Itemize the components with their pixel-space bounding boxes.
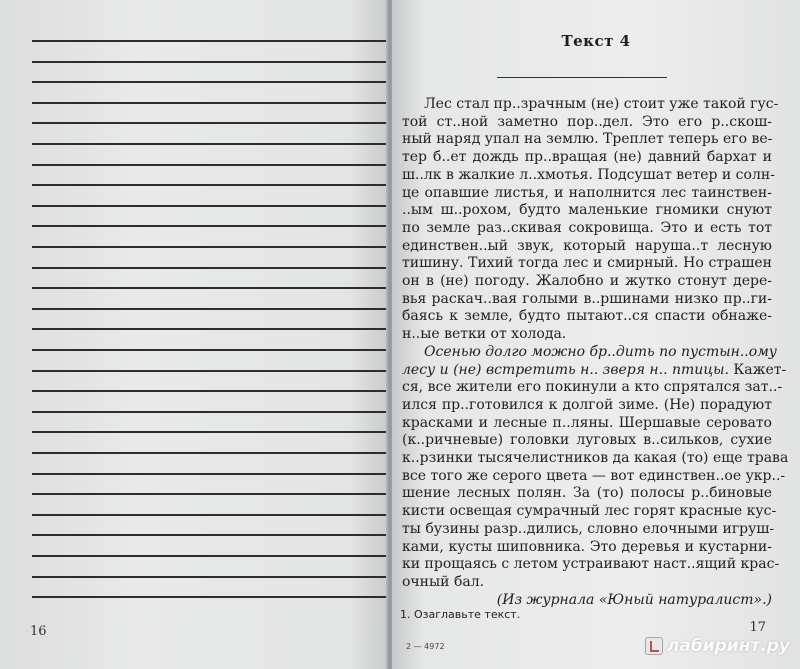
- ruled-line: [32, 164, 387, 166]
- ruled-line: [32, 452, 387, 454]
- text-line: по земле раз..скивая сокровища. Это и есть тот: [402, 219, 772, 236]
- left-page: [0, 0, 388, 669]
- text-line: ки прощаясь с летом устраивают наст..ящий крас-: [402, 556, 780, 573]
- page-title: Текст 4: [561, 32, 631, 50]
- ruled-line: [32, 308, 387, 310]
- text-line: н..ые ветки от холода.: [402, 326, 567, 343]
- text-line: ..ым ш..рохом, будто маленькие гномики снуют: [402, 202, 772, 219]
- text-line: це опавшие листья, и наполнится лес таинствен-: [402, 184, 772, 201]
- ruled-line: [32, 225, 387, 227]
- ruled-line: [32, 534, 387, 536]
- ruled-line: [32, 493, 387, 495]
- ruled-line: [32, 370, 387, 372]
- text-line: той ст..ной заметно пор..дел. Это его р..скош-: [402, 113, 772, 130]
- ruled-line: [32, 143, 387, 145]
- text-line: Лес стал пр..зрачным (не) стоит уже такой гус-: [424, 96, 779, 112]
- ruled-line: [32, 349, 387, 351]
- ruled-line: [32, 205, 387, 207]
- ruled-line: [32, 287, 387, 289]
- text-line: единствен..ый звук, который наруша..т лесную: [402, 237, 772, 254]
- text-line: (Из журнала «Юный натуралист».): [496, 591, 772, 608]
- text-line: баясь к земле, будто пытают..ся спасти обнаже-: [402, 308, 772, 325]
- ruled-line: [32, 390, 387, 392]
- ruled-line: [32, 411, 387, 413]
- text-line: ся, все жители его покинули а кто спрятался зат..-: [402, 379, 783, 396]
- ruled-line: [32, 40, 387, 42]
- ruled-line: [32, 122, 387, 124]
- labirint-logo-icon: [645, 637, 663, 655]
- text-line: он в (не) погоду. Жалобно и жутко стонут дере-: [402, 273, 772, 289]
- ruled-line: [32, 246, 387, 248]
- ruled-line: [32, 267, 387, 269]
- ruled-line: [32, 473, 387, 475]
- text-line: тер б..ет дождь пр..вращая (не) давний бархат и: [402, 149, 772, 166]
- ruled-line: [32, 184, 387, 186]
- text-line: красками и лесные п..ляны. Шершавые серовато: [402, 414, 772, 431]
- page-number-right: 17: [749, 620, 766, 635]
- text-line: ился пр..готовился к долгой зиме. (Не) порадуют: [402, 396, 772, 413]
- title-blank-line: [497, 77, 667, 78]
- ruled-line: [32, 81, 387, 83]
- text-line: ный наряд упал на землю. Треплет теперь его ве-: [402, 131, 773, 148]
- text-line: Осенью долго можно бр..дить по пустын..ому: [424, 343, 777, 360]
- ruled-line: [32, 596, 387, 598]
- text-line: вья раскач..вая голыми в..ршинами низко пр..ги-: [402, 290, 772, 307]
- watermark: [645, 636, 790, 656]
- text-line: (к..ричневые) головки луговых в..сильков, сухие: [402, 432, 772, 449]
- text-line: лесу и (не) встретить н.. зверя н.. птицы. Кажет-: [402, 361, 787, 378]
- page-number-left: 16: [30, 624, 47, 639]
- ruled-line: [32, 576, 387, 578]
- ruled-line: [32, 555, 387, 557]
- right-page: [392, 0, 800, 669]
- text-line: шение лесных полян. За (то) полосы р..биновые: [402, 485, 772, 502]
- text-line: тишину. Тихий тогда лес и смирный. Но страшен: [402, 255, 772, 272]
- task-instruction: 1. Озаглавьте текст.: [400, 608, 521, 621]
- text-line: кисти освещая сумрачный лес горят красные кус-: [402, 503, 777, 520]
- ruled-line: [32, 431, 387, 433]
- text-line: ш..лк в жалкие л..хмотья. Подсушат ветер и солн-: [402, 166, 775, 183]
- print-code: 2 — 4972: [406, 642, 445, 651]
- text-line: очный бал.: [402, 573, 485, 590]
- text-line: все того же серого цвета — вот единствен..ое укр..-: [402, 467, 786, 484]
- ruled-line: [32, 514, 387, 516]
- ruled-line: [32, 61, 387, 63]
- text-line: ками, кусты шиповника. Это деревья и кустарни-: [402, 538, 772, 555]
- ruled-line: [32, 328, 387, 330]
- text-line: к..рзинки тысячелистников да какая (то) еще трава: [402, 450, 789, 466]
- ruled-line: [32, 102, 387, 104]
- text-line: ты бузины разр..дились, словно елочными игруш-: [402, 520, 775, 537]
- watermark-text: лабиринт.ру: [666, 636, 790, 656]
